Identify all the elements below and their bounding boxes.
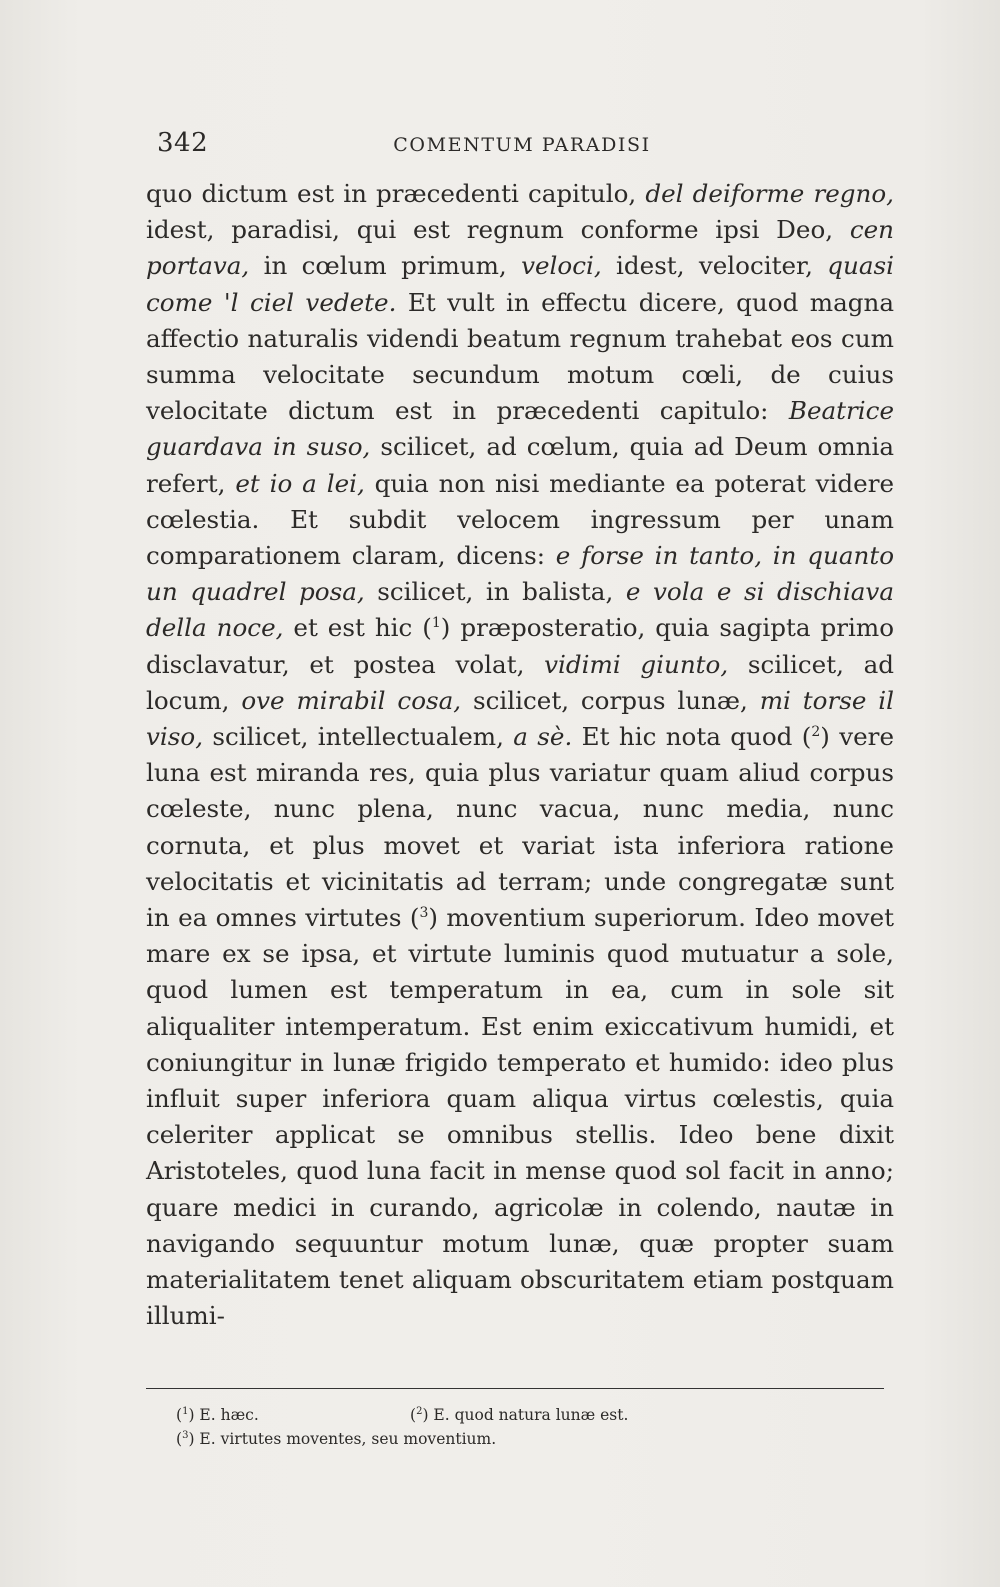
page-header [157, 128, 887, 164]
main-text [146, 176, 894, 1335]
text-segment: scilicet, ad cœlum, quia ad Deum omnia refert, [146, 432, 895, 498]
footnote-ref-1: 1 [431, 615, 441, 632]
footnote-2: ($^2$) E. quod natura lunæ est. [410, 1406, 629, 1425]
quotation: ove mirabil cosa, [241, 685, 462, 715]
footnote-text: E. hæc. [194, 1406, 259, 1425]
footnote-1: ($^1$) E. hæc. [176, 1406, 259, 1425]
footnote-3: ($^3$) E. virtutes moventes, seu moventium. [176, 1430, 497, 1449]
text-segment: ) moventium superiorum. Ideo movet mare ex se ipsa, et virtute luminis quod mutuatur a sole, quod lumen est temperatum in ea, cum in sole sit aliqualiter intemperatum. Est enim exiccativum humidi, et coniungitur in lunæ frigido temperato et humido: ideo plus influit super inferiora quam aliqua virtus cœlestis, quia celeriter applicat se omnibus stellis. Ideo bene dixit Aristoteles, quod luna facit in mense quod sol facit in anno; quare medici in curando, agricolæ in colendo, nautæ in navigando sequuntur motum lunæ, quæ propter suam materialitatem tenet aliquam obscuritatem etiam postquam illumi- [146, 903, 895, 1331]
footnote-text: E. virtutes moventes, seu moventium. [194, 1430, 497, 1449]
quotation: e vola e si dischiava della noce, [146, 577, 894, 643]
footnote-row [176, 1424, 876, 1448]
footnote-ref-2: 2 [811, 723, 821, 740]
footnote-mark: 1 [182, 1406, 189, 1417]
text-segment: scilicet, ad locum, [146, 649, 895, 715]
quotation: quasi come 'l ciel vedete. [146, 251, 894, 317]
running-title: COMENTUM PARADISI [393, 134, 651, 156]
quotation: mi torse il viso, [146, 685, 894, 752]
footnote-row [176, 1400, 876, 1424]
text-segment: scilicet, corpus lunæ, [461, 685, 760, 715]
text-segment: ) præposteratio, quia sagipta primo disclavatur, et postea volat, [146, 613, 895, 679]
footnote-text: E. quod natura lunæ est. [428, 1406, 629, 1425]
text-segment: Et hic nota quod ( [572, 722, 812, 752]
page-number: 342 [157, 128, 209, 158]
text-segment: idest, velociter, [601, 251, 828, 281]
text-segment: quo dictum est in præcedenti capitulo, [146, 179, 646, 208]
text-segment: scilicet, intellectualem, [203, 722, 514, 752]
quotation: cen portava, [146, 215, 894, 281]
text-segment: Et vult in effectu dicere, quod magna affectio naturalis videndi beatum regnum trahebat eos cum summa velocitate secundum motum cœli, de cuius velocitate dictum est in præcedenti capitulo: [146, 287, 894, 426]
quotation: Beatrice guardava in suso, [146, 396, 894, 462]
quotation: del deiforme regno, [645, 179, 894, 208]
footnote-mark: 3 [182, 1430, 189, 1441]
text-segment: ) vere luna est miranda res, quia plus variatur quam aliud corpus cœleste, nunc plena, nunc vacua, nunc media, nunc cornuta, et plus movet et variat ista inferiora ratione velocitatis et vicinitatis ad terram; unde congregatæ sunt in ea omnes virtutes ( [146, 722, 894, 933]
quotation: e forse in tanto, in quanto un quadrel posa, [146, 541, 895, 607]
text-segment: in cœlum primum, [249, 251, 522, 281]
footnote-ref-3: 3 [419, 904, 429, 921]
footnote-divider [146, 1388, 884, 1389]
text-segment: scilicet, in balista, [364, 577, 626, 607]
quotation: et io a lei, [235, 468, 365, 498]
text-segment: idest, paradisi, qui est regnum conforme ipsi Deo, [146, 215, 850, 245]
text-segment: et est hic ( [283, 613, 432, 643]
quotation: vidimi giunto, [544, 649, 729, 679]
text-segment: quia non nisi mediante ea poterat videre cœlestia. Et subdit velocem ingressum per unam comparationem claram, dicens: [146, 468, 895, 571]
footnote-mark: 2 [416, 1406, 423, 1417]
quotation: veloci, [521, 251, 602, 281]
quotation: a sè. [513, 722, 573, 752]
footnotes [176, 1400, 876, 1448]
